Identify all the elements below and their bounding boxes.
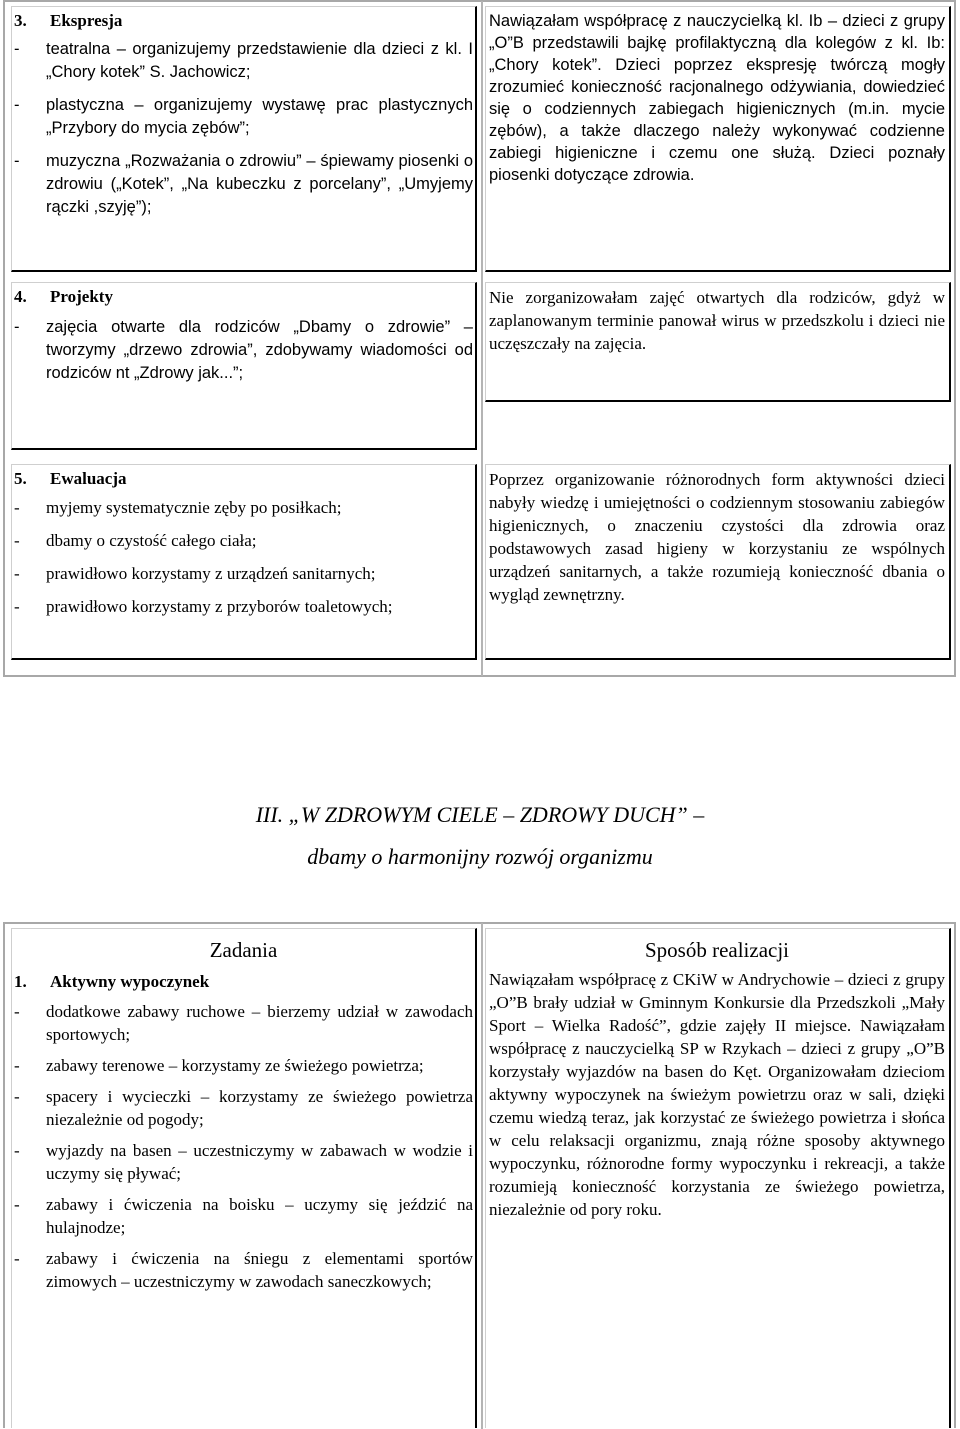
table2-title: Aktywny wypoczynek [50,972,210,991]
row-4-title: Projekty [50,287,113,306]
list-item: - prawidłowo korzystamy z przyborów toaletowych; [14,597,393,616]
list-item: - wyjazdy na basen – uczestniczymy w zabawach w wodzie i uczymy się pływać; [14,1141,473,1183]
row-3-realization-text: Nawiązałam współpracę z nauczycielką kl. Ib – dzieci z grupy „O”B przedstawili bajkę profilaktyczną dla kolegów z kl. Ib: „Chory kotek”. Dzieci poprzez ekspresję twórczą mogły zrozumieć konieczność racjonalnego odżywiania, dowiedzieć się o codziennych zabiegach higienicznych (m.in. mycie zębów), a także dlaczego należy wykonywać codzienne zabiegi higieniczne i czemu one służą. Dzieci poznały piosenki dotyczące zdrowia. [489,12,945,184]
header-sposob-realizacji: Sposób realizacji [644,938,790,962]
row-3-heading [14,9,473,32]
row-5-number: 5. [14,469,27,488]
row-3-title: Ekspresja [50,11,123,30]
row-4-number: 4. [14,287,27,306]
row-3-tasks [11,6,477,272]
list-item: - dodatkowe zabawy ruchowe – bierzemy udział w zawodach sportowych; [14,1002,473,1044]
list-item: - zajęcia otwarte dla rodziców „Dbamy o zdrowie” – tworzymy „drzewo zdrowia”, zdobywamy wiadomości od rodziców nt „Zdrowy jak...”; [14,318,473,382]
row-4-realization-text: Nie zorganizowałam zajęć otwartych dla rodziców, gdyż w zaplanowanym terminie panował wirus w przedszkolu i dzieci nie uczęszczały na zajęcia. [489,288,945,353]
row-5-tasks [11,464,477,660]
table2-tasks-column [11,928,477,1428]
table2-number: 1. [14,972,27,991]
list-item: - prawidłowo korzystamy z urządzeń sanitarnych; [14,564,376,583]
list-item: - myjemy systematycznie zęby po posiłkach; [14,498,342,517]
list-item: - plastyczna – organizujemy wystawę prac plastycznych „Przybory do mycia zębów”; [14,96,473,137]
list-item: - teatralna – organizujemy przedstawienie dla dzieci z kl. I „Chory kotek” S. Jachowicz; [14,40,473,81]
table2-realization-text: Nawiązałam współpracę z CKiW w Andrychowie – dzieci z grupy „O”B brały udział w Gminnym Konkursie dla Przedszkoli „Mały Sport – Wielka Radość”, gdzie zajęły II miejsce. Nawiązałam współpracę z nauczycielką SP w Rzykach – dzieci z grupy „O”B korzystały wyjazdów na basen do Kęt. Organizowałam dzieciom aktywny wypoczynek na świeżym powietrzu oraz w sali, dzięki czemu wiedzą teraz, jak korzystać ze świeżego powietrza i słońca w celu relaksacji organizmu, znają różne sposoby aktywnego wypoczynku, różnorodne formy wypoczynku i rekreacji, a także rozumieją konieczność korzystania ze świeżego powietrza, niezależnie od pory roku. [489,970,945,1219]
header-zadania: Zadania [209,938,278,962]
table2-method-column [485,928,951,1428]
list-item: - zabawy i ćwiczenia na śniegu z elementami sportów zimowych – uczestniczymy w zawodach saneczkowych; [14,1249,473,1291]
table2-heading [14,970,473,993]
section-heading-line-1: III. „W ZDROWYM CIELE – ZDROWY DUCH” – [255,802,705,827]
row-3-number: 3. [14,11,27,30]
table-aktywny-wypoczynek [3,922,956,1428]
row-3-realization [485,6,951,272]
list-item: - dbamy o czystość całego ciała; [14,531,257,550]
list-item: - spacery i wycieczki – korzystamy ze świeżego powietrza niezależnie od pogody; [14,1087,473,1129]
row-4-heading [14,285,473,308]
list-item: - muzyczna „Rozważania o zdrowiu” – śpiewamy piosenki o zdrowiu („Kotek”, „Na kubeczku z porcelany”, „Umyjemy rączki ,szyję”); [14,152,473,216]
row-5-realization [485,464,951,660]
row-4-tasks [11,282,477,450]
list-item: - zabawy i ćwiczenia na boisku – uczymy się jeździć na hulajnodze; [14,1195,473,1237]
row-4-realization [485,282,951,402]
row-5-heading [14,467,473,490]
list-item: - zabawy terenowe – korzystamy ze świeżego powietrza; [14,1056,424,1075]
row-5-title: Ewaluacja [50,469,127,488]
table-ekspresja-ewaluacja [3,0,956,677]
section-heading-line-2: dbamy o harmonijny rozwój organizmu [307,844,653,869]
row-5-realization-text: Poprzez organizowanie różnorodnych form aktywności dzieci nabyły wiedzę i umiejętności o codziennym stosowaniu zabiegów higienicznych, o znaczeniu czystości dla zdrowia oraz podstawowych zasad higieny w korzystaniu ze wspólnych urządzeń sanitarnych, a także rozumieją konieczność dbania o wygląd zewnętrzny. [489,470,945,604]
